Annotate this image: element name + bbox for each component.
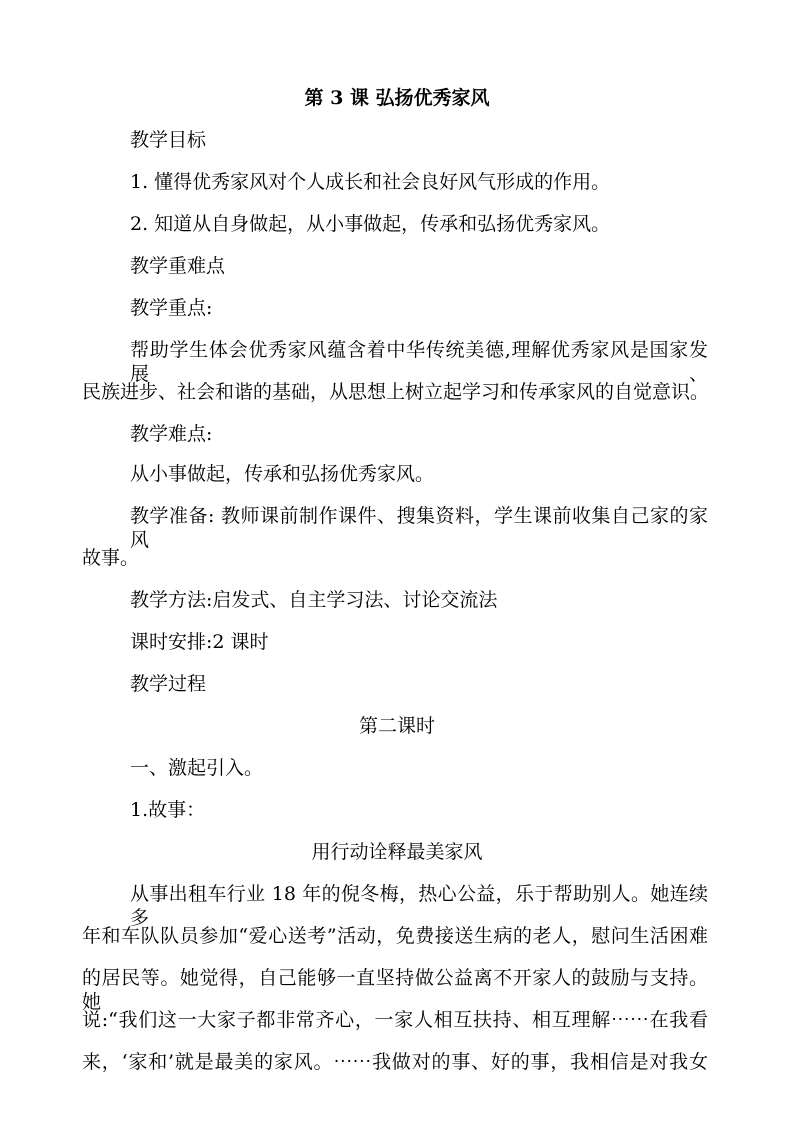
story-line-4: 说:“我们这一大家子都非常齐心，一家人相互扶持、相互理解⋯⋯在我看 bbox=[82, 1009, 708, 1031]
class-schedule: 课时安排:2 课时 bbox=[130, 631, 269, 653]
process-heading: 教学过程 bbox=[130, 673, 207, 695]
key-points-label: 教学重点: bbox=[130, 297, 213, 319]
objectives-heading: 教学目标 bbox=[130, 129, 207, 151]
lesson-title: 第 3 课 弘扬优秀家风 bbox=[304, 87, 490, 109]
difficult-label: 教学难点: bbox=[130, 423, 213, 445]
objective-1: 1. 懂得优秀家风对个人成长和社会良好风气形成的作用。 bbox=[130, 171, 611, 193]
preparation-line-2: 故事。 bbox=[82, 547, 140, 569]
key-difficult-heading: 教学重难点 bbox=[130, 255, 226, 277]
story-line-5: 来，‘家和’就是最美的家风。⋯⋯我做对的事、好的事，我相信是对我女 bbox=[82, 1051, 708, 1073]
objective-2: 2. 知道从自身做起，从小事做起，传承和弘扬优秀家风。 bbox=[130, 213, 611, 235]
key-points-line-2: 民族进步、社会和谐的基础，从思想上树立起学习和传承家风的自觉意识。 bbox=[82, 381, 710, 403]
story-label: 1.故事： bbox=[130, 799, 206, 821]
story-line-1: 从事出租车行业 18 年的倪冬梅，热心公益，乐于帮助别人。她连续多 bbox=[130, 883, 708, 929]
lesson-heading: 第二课时 bbox=[358, 715, 435, 737]
difficult-text: 从小事做起，传承和弘扬优秀家风。 bbox=[130, 463, 435, 485]
key-points-line-1: 帮助学生体会优秀家风蕴含着中华传统美德,理解优秀家风是国家发展、 bbox=[130, 339, 708, 385]
part-one-heading: 一、激起引入。 bbox=[130, 757, 264, 779]
story-line-2: 年和车队队员参加“爱心送考”活动，免费接送生病的老人，慰问生活困难 bbox=[82, 925, 708, 947]
teaching-method: 教学方法:启发式、自主学习法、讨论交流法 bbox=[130, 589, 498, 611]
story-line-3: 的居民等。她觉得，自己能够一直坚持做公益离不开家人的鼓励与支持。她 bbox=[82, 967, 708, 1013]
story-title: 用行动诠释最美家风 bbox=[311, 841, 483, 863]
preparation-line-1: 教学准备: 教师课前制作课件、搜集资料，学生课前收集自己家的家风 bbox=[130, 505, 708, 551]
